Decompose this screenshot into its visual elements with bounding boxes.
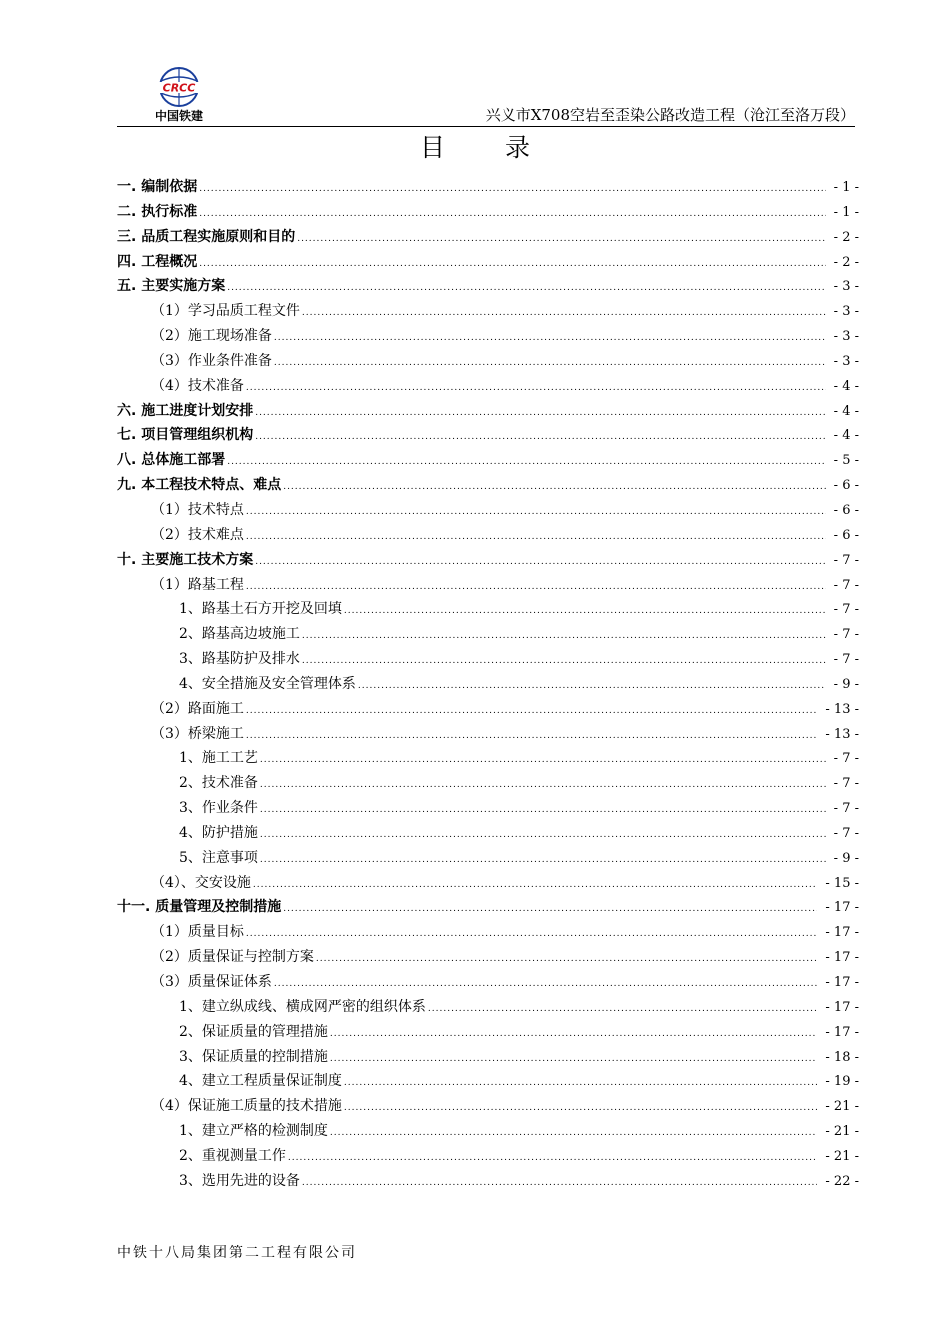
toc-leader-dots xyxy=(199,259,825,269)
toc-leader-dots xyxy=(274,979,817,989)
toc-entry[interactable] xyxy=(117,474,859,499)
toc-entry[interactable] xyxy=(117,1021,859,1046)
toc-entry-label: 六. 施工进度计划安排 xyxy=(117,402,254,419)
header-divider xyxy=(117,126,855,127)
toc-entry-page: - 22 - xyxy=(825,1173,859,1189)
toc-entry[interactable] xyxy=(117,226,859,251)
toc-entry[interactable] xyxy=(117,946,859,971)
toc-entry[interactable] xyxy=(117,723,859,748)
toc-entry-label: 2、路基高边坡施工 xyxy=(179,626,300,643)
toc-entry-label: 3、作业条件 xyxy=(179,800,258,817)
toc-entry-page: - 13 - xyxy=(825,726,859,742)
toc-entry-label: 4、防护措施 xyxy=(179,824,258,841)
toc-entry[interactable] xyxy=(117,400,859,425)
toc-entry[interactable] xyxy=(117,996,859,1021)
toc-entry[interactable] xyxy=(117,797,859,822)
toc-entry-label: 2、保证质量的管理措施 xyxy=(179,1023,328,1040)
toc-entry[interactable] xyxy=(117,350,859,375)
toc-entry-label: 九. 本工程技术特点、难点 xyxy=(117,477,282,494)
toc-entry-page: - 7 - xyxy=(833,825,859,841)
toc-entry-label: 3、选用先进的设备 xyxy=(179,1172,300,1189)
toc-entry-label: 五. 主要实施方案 xyxy=(117,278,226,295)
toc-leader-dots xyxy=(358,681,826,691)
toc-entry-label: 3、保证质量的控制措施 xyxy=(179,1048,328,1065)
toc-entry-page: - 17 - xyxy=(825,999,859,1015)
toc-entry-page: - 2 - xyxy=(833,229,859,245)
toc-entry-page: - 3 - xyxy=(833,353,859,369)
toc-entry[interactable] xyxy=(117,822,859,847)
toc-entry-label: （2）技术难点 xyxy=(151,526,244,543)
toc-entry-label: 2、重视测量工作 xyxy=(179,1147,286,1164)
toc-leader-dots xyxy=(227,457,825,467)
toc-entry-page: - 6 - xyxy=(833,478,859,494)
toc-entry[interactable] xyxy=(117,549,859,574)
toc-leader-dots xyxy=(199,184,825,194)
toc-entry-page: - 7 - xyxy=(833,751,859,767)
emblem-text: CRCC xyxy=(162,81,196,95)
toc-entry-page: - 17 - xyxy=(825,900,859,916)
toc-entry-page: - 7 - xyxy=(833,652,859,668)
toc-entry[interactable] xyxy=(117,176,859,201)
toc-entry-label: 一. 编制依据 xyxy=(117,179,198,195)
toc-entry[interactable] xyxy=(117,772,859,797)
toc-entry-label: 七. 项目管理组织机构 xyxy=(117,427,254,444)
toc-entry[interactable] xyxy=(117,847,859,872)
toc-entry[interactable] xyxy=(117,598,859,623)
toc-entry-page: - 6 - xyxy=(833,527,859,543)
toc-leader-dots xyxy=(255,557,825,567)
toc-entry-label: （2）路面施工 xyxy=(151,700,244,717)
toc-entry-page: - 7 - xyxy=(833,627,859,643)
toc-entry-page: - 9 - xyxy=(833,676,859,692)
toc-entry-page: - 6 - xyxy=(833,502,859,518)
toc-entry-page: - 17 - xyxy=(825,975,859,990)
toc-entry-label: （3）质量保证体系 xyxy=(151,974,272,990)
crcc-emblem-icon xyxy=(137,66,221,124)
toc-leader-dots xyxy=(330,1054,817,1064)
toc-entry[interactable] xyxy=(117,449,859,474)
toc-entry-page: - 3 - xyxy=(833,329,859,345)
toc-entry-label: 4、建立工程质量保证制度 xyxy=(179,1073,342,1090)
toc-leader-dots xyxy=(302,308,826,318)
toc-entry[interactable] xyxy=(117,1145,859,1170)
toc-leader-dots xyxy=(260,780,826,790)
toc-leader-dots xyxy=(330,1128,817,1138)
toc-entry-page: - 19 - xyxy=(825,1074,859,1090)
toc-leader-dots xyxy=(227,283,825,293)
toc-entry-label: 八. 总体施工部署 xyxy=(117,452,226,469)
company-name-logo-text: 中国铁建 xyxy=(154,109,204,123)
toc-leader-dots xyxy=(246,383,826,393)
toc-leader-dots xyxy=(283,482,825,492)
toc-leader-dots xyxy=(344,1078,817,1088)
toc-leader-dots xyxy=(344,606,826,616)
toc-entry-label: （1）学习品质工程文件 xyxy=(151,303,300,320)
toc-leader-dots xyxy=(316,954,817,964)
toc-entry-label: 1、施工工艺 xyxy=(179,750,258,767)
toc-leader-dots xyxy=(428,1004,818,1014)
toc-entry-label: 2、技术准备 xyxy=(179,775,258,792)
toc-entry-page: - 21 - xyxy=(825,1099,859,1115)
table-of-contents xyxy=(117,176,859,1195)
toc-entry[interactable] xyxy=(117,574,859,599)
toc-leader-dots xyxy=(274,358,826,368)
toc-leader-dots xyxy=(260,855,826,865)
toc-leader-dots xyxy=(330,1029,817,1039)
toc-leader-dots xyxy=(246,706,817,716)
toc-entry-page: - 4 - xyxy=(833,403,859,419)
toc-entry-page: - 2 - xyxy=(833,254,859,270)
toc-entry[interactable] xyxy=(117,524,859,549)
toc-entry-label: （1）路基工程 xyxy=(151,576,244,593)
toc-leader-dots xyxy=(199,209,825,219)
toc-entry-label: 三. 品质工程实施原则和目的 xyxy=(117,228,296,245)
toc-entry[interactable] xyxy=(117,424,859,449)
toc-entry[interactable] xyxy=(117,251,859,276)
toc-entry-label: 1、建立纵成线、横成网严密的组织体系 xyxy=(179,998,426,1015)
footer-company: 中铁十八局集团第二工程有限公司 xyxy=(117,1245,357,1261)
toc-entry-page: - 9 - xyxy=(833,850,859,866)
toc-entry-label: （1）技术特点 xyxy=(151,501,244,518)
toc-leader-dots xyxy=(302,631,826,641)
toc-leader-dots xyxy=(260,830,826,840)
company-logo xyxy=(137,66,221,124)
toc-entry-label: （4）、交安设施 xyxy=(151,874,251,891)
toc-entry-page: - 1 - xyxy=(833,180,859,195)
toc-entry[interactable] xyxy=(117,648,859,673)
toc-entry[interactable] xyxy=(117,300,859,325)
toc-leader-dots xyxy=(246,582,826,592)
toc-entry[interactable] xyxy=(117,921,859,946)
toc-entry-label: 1、路基土石方开挖及回填 xyxy=(179,601,342,618)
toc-entry[interactable] xyxy=(117,499,859,524)
toc-entry-label: 4、安全措施及安全管理体系 xyxy=(179,675,356,692)
toc-entry[interactable] xyxy=(117,201,859,226)
toc-title-left: 目 xyxy=(419,133,445,162)
toc-leader-dots xyxy=(302,656,826,666)
toc-entry-page: - 3 - xyxy=(833,304,859,320)
toc-entry-page: - 7 - xyxy=(833,776,859,792)
toc-leader-dots xyxy=(274,333,826,343)
toc-entry-page: - 18 - xyxy=(825,1049,859,1065)
toc-entry-label: 十. 主要施工技术方案 xyxy=(117,551,254,568)
toc-entry-page: - 21 - xyxy=(825,1148,859,1164)
toc-entry-page: - 1 - xyxy=(833,204,859,220)
toc-entry-label: （2）施工现场准备 xyxy=(151,328,272,345)
toc-entry[interactable] xyxy=(117,1070,859,1095)
toc-entry-label: 十一. 质量管理及控制措施 xyxy=(117,899,282,916)
toc-entry-page: - 17 - xyxy=(825,1024,859,1040)
toc-title-right: 录 xyxy=(505,133,531,162)
toc-leader-dots xyxy=(246,731,817,741)
toc-entry-label: 二. 执行标准 xyxy=(117,203,198,220)
toc-leader-dots xyxy=(288,1153,817,1163)
toc-leader-dots xyxy=(297,234,825,244)
toc-entry[interactable] xyxy=(117,971,859,996)
toc-entry-label: （4）技术准备 xyxy=(151,377,244,394)
toc-entry-page: - 21 - xyxy=(825,1124,859,1140)
toc-entry-label: 1、建立严格的检测制度 xyxy=(179,1123,328,1140)
toc-leader-dots xyxy=(260,755,826,765)
toc-entry[interactable] xyxy=(117,1095,859,1120)
header-project-title: 兴义市X708空岩至歪染公路改造工程（沧江至洛万段） xyxy=(485,106,855,124)
toc-entry-page: - 17 - xyxy=(825,925,859,941)
toc-entry[interactable] xyxy=(117,896,859,921)
toc-entry-page: - 7 - xyxy=(833,801,859,817)
toc-entry-page: - 17 - xyxy=(825,950,859,966)
toc-title xyxy=(0,128,950,164)
toc-entry[interactable] xyxy=(117,698,859,723)
toc-entry[interactable] xyxy=(117,623,859,648)
toc-entry-page: - 4 - xyxy=(833,428,859,444)
toc-entry-label: （3）桥梁施工 xyxy=(151,725,244,742)
toc-leader-dots xyxy=(302,1178,817,1188)
toc-entry[interactable] xyxy=(117,325,859,350)
toc-leader-dots xyxy=(246,929,817,939)
toc-leader-dots xyxy=(253,880,817,890)
toc-entry-page: - 13 - xyxy=(825,701,859,717)
toc-entry-label: 3、路基防护及排水 xyxy=(179,651,300,668)
toc-leader-dots xyxy=(255,408,825,418)
toc-entry-label: 四. 工程概况 xyxy=(117,253,198,270)
toc-entry-page: - 5 - xyxy=(833,453,859,469)
toc-entry-page: - 15 - xyxy=(825,875,859,891)
toc-leader-dots xyxy=(246,532,826,542)
toc-entry-page: - 4 - xyxy=(833,378,859,394)
toc-entry-page: - 3 - xyxy=(833,279,859,295)
toc-leader-dots xyxy=(260,805,826,815)
toc-entry[interactable] xyxy=(117,747,859,772)
toc-entry[interactable] xyxy=(117,872,859,897)
toc-entry-page: - 7 - xyxy=(833,577,859,593)
toc-entry-label: （2）质量保证与控制方案 xyxy=(151,949,314,966)
toc-entry[interactable] xyxy=(117,1046,859,1071)
toc-leader-dots xyxy=(344,1103,817,1113)
toc-entry-label: 5、注意事项 xyxy=(179,849,258,866)
toc-entry-page: - 7 - xyxy=(833,602,859,618)
toc-entry-label: （3）作业条件准备 xyxy=(151,352,272,369)
toc-entry[interactable] xyxy=(117,673,859,698)
toc-entry-page: - 7 - xyxy=(833,552,859,568)
toc-entry[interactable] xyxy=(117,1170,859,1195)
toc-entry-label: （4）保证施工质量的技术措施 xyxy=(151,1098,342,1115)
toc-leader-dots xyxy=(283,904,817,914)
toc-entry-label: （1）质量目标 xyxy=(151,924,244,941)
toc-leader-dots xyxy=(246,507,826,517)
toc-leader-dots xyxy=(255,432,825,442)
toc-entry[interactable] xyxy=(117,275,859,300)
toc-entry[interactable] xyxy=(117,375,859,400)
toc-entry[interactable] xyxy=(117,1120,859,1145)
